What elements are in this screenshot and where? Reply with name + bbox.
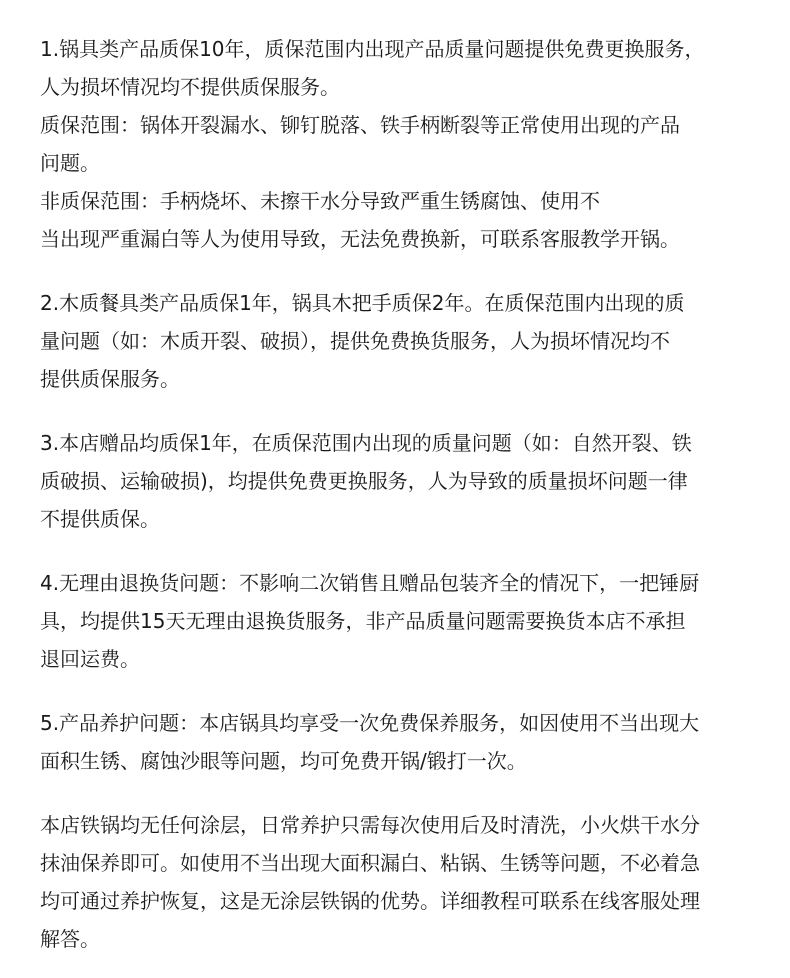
section-maintenance: [40, 704, 770, 780]
text-line: 提供质保服务。: [40, 367, 180, 391]
text-line: 均可通过养护恢复，这是无涂层铁锅的优势。详细教程可联系在线客服处理: [40, 889, 700, 913]
section-return-policy: [40, 564, 770, 678]
text-line: 量问题（如：木质开裂、破损），提供免费换货服务，人为损坏情况均不: [40, 329, 670, 353]
text-line: 面积生锈、腐蚀沙眼等问题，均可免费开锅/锻打一次。: [40, 749, 527, 773]
text-line: 退回运费。: [40, 647, 140, 671]
text-line: 1.锅具类产品质保10年，质保范围内出现产品质量问题提供免费更换服务，: [40, 37, 705, 61]
section-spacer: [40, 258, 770, 284]
section-care-notes: [40, 806, 770, 958]
text-line: 抹油保养即可。如使用不当出现大面积漏白、粘锅、生锈等问题，不必着急: [40, 851, 700, 875]
warranty-policy-document: [40, 30, 770, 958]
text-line: 4.无理由退换货问题：不影响二次销售且赠品包装齐全的情况下，一把锤厨: [40, 571, 700, 595]
section-spacer: [40, 398, 770, 424]
text-line: 非质保范围：手柄烧坏、未擦干水分导致严重生锈腐蚀、使用不: [40, 189, 600, 213]
text-line: 具，均提供15天无理由退换货服务，非产品质量问题需要换货本店不承担: [40, 609, 686, 633]
section-spacer: [40, 538, 770, 564]
section-gift-warranty: [40, 424, 770, 538]
section-spacer: [40, 678, 770, 704]
text-line: 问题。: [40, 151, 100, 175]
text-line: 解答。: [40, 927, 100, 951]
section-wooden-tableware-warranty: [40, 284, 770, 398]
section-cookware-warranty: [40, 30, 770, 258]
text-line: 3.本店赠品均质保1年，在质保范围内出现的质量问题（如：自然开裂、铁: [40, 431, 692, 455]
text-line: 当出现严重漏白等人为使用导致，无法免费换新，可联系客服教学开锅。: [40, 227, 680, 251]
text-line: 本店铁锅均无任何涂层，日常养护只需每次使用后及时清洗，小火烘干水分: [40, 813, 700, 837]
section-spacer: [40, 780, 770, 806]
text-line: 人为损坏情况均不提供质保服务。: [40, 75, 340, 99]
text-line: 2.木质餐具类产品质保1年，锅具木把手质保2年。在质保范围内出现的质: [40, 291, 685, 315]
text-line: 不提供质保。: [40, 507, 160, 531]
text-line: 5.产品养护问题：本店锅具均享受一次免费保养服务，如因使用不当出现大: [40, 711, 700, 735]
text-line: 质保范围：锅体开裂漏水、铆钉脱落、铁手柄断裂等正常使用出现的产品: [40, 113, 680, 137]
text-line: 质破损、运输破损)，均提供免费更换服务，人为导致的质量损坏问题一律: [40, 469, 688, 493]
